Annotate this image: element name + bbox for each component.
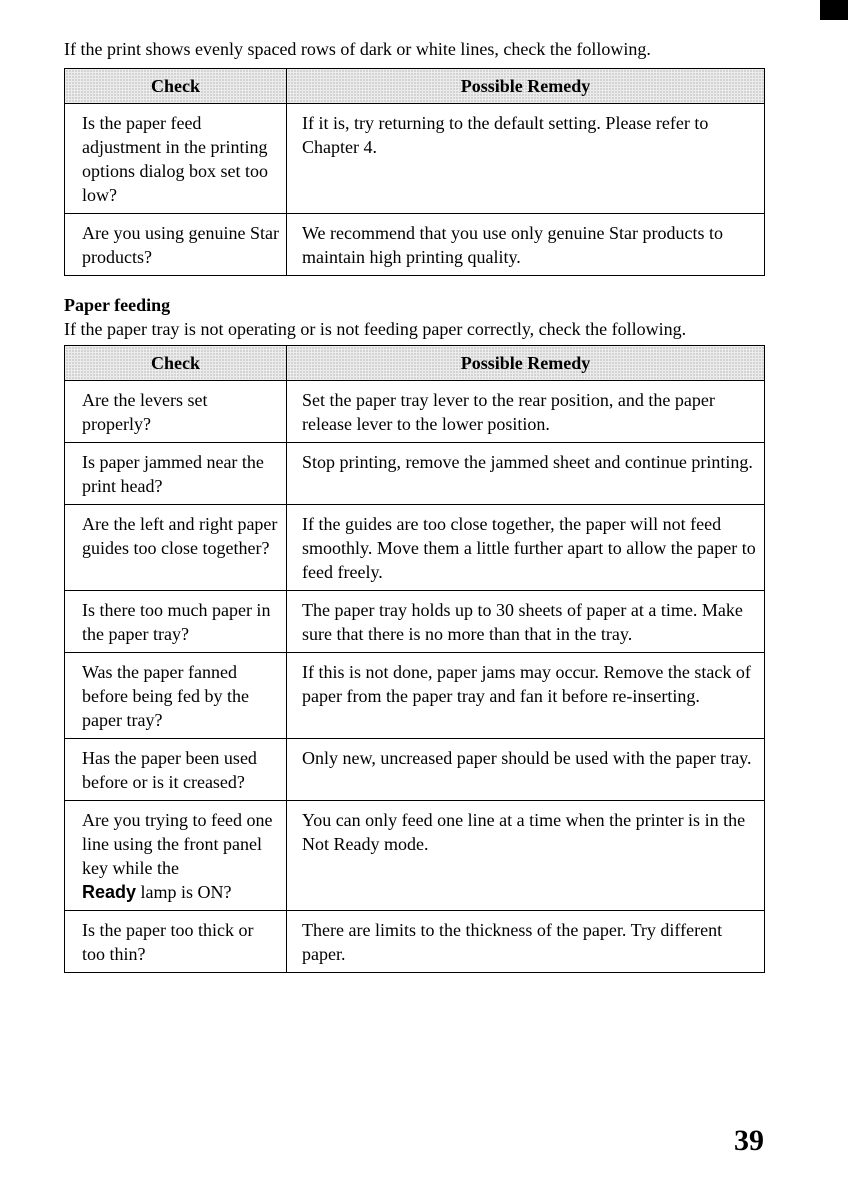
table-row bbox=[65, 739, 765, 801]
table-header-row bbox=[65, 69, 765, 104]
section-heading-paper-feeding: Paper feeding bbox=[64, 295, 171, 315]
remedy-cell: We recommend that you use only genuine Star products to maintain high printing quality. bbox=[287, 214, 765, 276]
check-column-header: Check bbox=[65, 69, 287, 104]
check-cell: Are the levers set properly? bbox=[65, 381, 287, 443]
check-cell: Is there too much paper in the paper tray? bbox=[65, 591, 287, 653]
table-row bbox=[65, 653, 765, 739]
check-cell: Is the paper too thick or too thin? bbox=[65, 911, 287, 973]
check-cell: Is paper jammed near the print head? bbox=[65, 443, 287, 505]
table-row bbox=[65, 104, 765, 214]
check-text-before: Are you trying to feed one line using the front panel key while the bbox=[82, 810, 273, 878]
lines-intro-text: If the print shows evenly spaced rows of dark or white lines, check the following. bbox=[64, 39, 651, 59]
table-row bbox=[65, 505, 765, 591]
paper-feeding-table bbox=[64, 345, 765, 973]
remedy-cell: If the guides are too close together, the paper will not feed smoothly. Move them a little further apart to allow the paper to feed freely. bbox=[287, 505, 765, 591]
paper-feeding-intro-text: If the paper tray is not operating or is not feeding paper correctly, check the following. bbox=[64, 319, 687, 339]
check-cell: Has the paper been used before or is it creased? bbox=[65, 739, 287, 801]
remedy-column-header: Possible Remedy bbox=[287, 346, 765, 381]
remedy-cell: If this is not done, paper jams may occur. Remove the stack of paper from the paper tray and fan it before re-inserting. bbox=[287, 653, 765, 739]
check-column-header: Check bbox=[65, 346, 287, 381]
remedy-cell: Stop printing, remove the jammed sheet and continue printing. bbox=[287, 443, 765, 505]
check-cell: Is the paper feed adjustment in the printing options dialog box set too low? bbox=[65, 104, 287, 214]
ready-lamp-label: Ready bbox=[82, 882, 137, 902]
table-row bbox=[65, 911, 765, 973]
check-cell bbox=[65, 801, 287, 911]
print-lines-table bbox=[64, 68, 765, 276]
table-row bbox=[65, 801, 765, 911]
table-row bbox=[65, 591, 765, 653]
check-cell: Are you using genuine Star products? bbox=[65, 214, 287, 276]
remedy-column-header: Possible Remedy bbox=[287, 69, 765, 104]
remedy-cell: Only new, uncreased paper should be used with the paper tray. bbox=[287, 739, 765, 801]
table-row bbox=[65, 381, 765, 443]
corner-tab-mark bbox=[820, 0, 848, 20]
table-header-row bbox=[65, 346, 765, 381]
check-text-after: lamp is ON? bbox=[140, 882, 232, 902]
check-cell: Was the paper fanned before being fed by the paper tray? bbox=[65, 653, 287, 739]
remedy-cell: You can only feed one line at a time when the printer is in the Not Ready mode. bbox=[287, 801, 765, 911]
table-row bbox=[65, 443, 765, 505]
check-cell: Are the left and right paper guides too close together? bbox=[65, 505, 287, 591]
remedy-cell: If it is, try returning to the default setting. Please refer to Chapter 4. bbox=[287, 104, 765, 214]
remedy-cell: Set the paper tray lever to the rear position, and the paper release lever to the lower position. bbox=[287, 381, 765, 443]
page-number: 39 bbox=[734, 1124, 764, 1157]
remedy-cell: There are limits to the thickness of the paper. Try different paper. bbox=[287, 911, 765, 973]
remedy-cell: The paper tray holds up to 30 sheets of paper at a time. Make sure that there is no more than that in the tray. bbox=[287, 591, 765, 653]
table-row bbox=[65, 214, 765, 276]
